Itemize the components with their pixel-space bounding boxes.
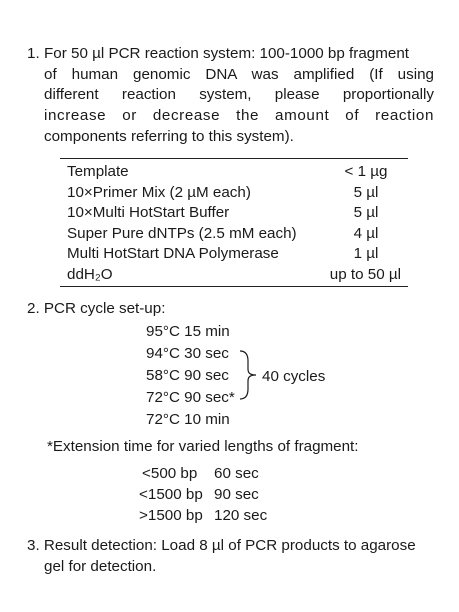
step-1-line-4: increase or decrease the amount of reaction	[44, 106, 434, 124]
table-row	[67, 183, 401, 204]
amount-cell: < 1 µg	[344, 163, 388, 180]
step-3	[27, 536, 435, 577]
component-cell: Super Pure dNTPs (2.5 mM each)	[67, 224, 297, 242]
step-3-line-2: gel for detection.	[44, 557, 157, 575]
cycle-step: 58°C 90 sec	[146, 367, 229, 384]
amount-cell: 5 µl	[353, 183, 379, 201]
step-2-label: 2. PCR cycle set-up:	[27, 300, 166, 317]
cycle-step: 95°C 15 min	[146, 323, 230, 340]
component-cell: 10×Primer Mix (2 µM each)	[67, 183, 251, 201]
table-row	[67, 265, 401, 286]
cycle-step: 72°C 10 min	[146, 411, 230, 428]
cycle-step: 94°C 30 sec	[146, 345, 229, 362]
cycle-step: 72°C 90 sec*	[146, 389, 235, 406]
extension-time: 60 sec	[214, 465, 259, 482]
extension-time: 120 sec	[214, 507, 268, 524]
extension-time: 90 sec	[214, 486, 259, 503]
table-row	[67, 203, 401, 224]
step-1-number: 1.	[27, 45, 40, 62]
curly-brace-icon	[236, 349, 260, 401]
table-row	[67, 224, 401, 245]
fragment-length: <500 bp	[142, 465, 198, 482]
extension-note: *Extension time for varied lengths of fragment:	[47, 438, 359, 455]
table-row	[67, 244, 401, 265]
component-cell: Template	[67, 163, 129, 180]
step-3-line-1: 3. Result detection: Load 8 µl of PCR products to agarose	[27, 537, 416, 554]
table-bottom-rule	[60, 286, 408, 287]
amount-cell: 5 µl	[353, 204, 379, 222]
component-cell: ddH₂O	[67, 265, 113, 283]
amount-cell: 1 µl	[353, 245, 379, 263]
fragment-length: >1500 bp	[139, 507, 203, 524]
step-1-line-2: of human genomic DNA was amplified (If using	[44, 65, 434, 83]
amount-cell: up to 50 µl	[329, 265, 401, 283]
table-row	[67, 162, 401, 183]
step-1-continuation	[44, 65, 434, 127]
reaction-table	[67, 162, 401, 286]
amount-cell: 4 µl	[353, 224, 379, 242]
extension-row	[139, 485, 259, 505]
step-1-line-3: different reaction system, please proportionally	[44, 86, 434, 104]
extension-row	[139, 464, 259, 484]
cycles-label: 40 cycles	[262, 368, 326, 385]
component-cell: Multi HotStart DNA Polymerase	[67, 245, 279, 263]
extension-row	[139, 506, 267, 526]
fragment-length: <1500 bp	[139, 486, 203, 503]
component-cell: 10×Multi HotStart Buffer	[67, 204, 230, 222]
table-top-rule	[60, 158, 408, 159]
step-1-line-5: components referring to this system).	[44, 128, 294, 145]
step-1-line-1: For 50 µl PCR reaction system: 100-1000 bp fragment	[44, 45, 409, 62]
